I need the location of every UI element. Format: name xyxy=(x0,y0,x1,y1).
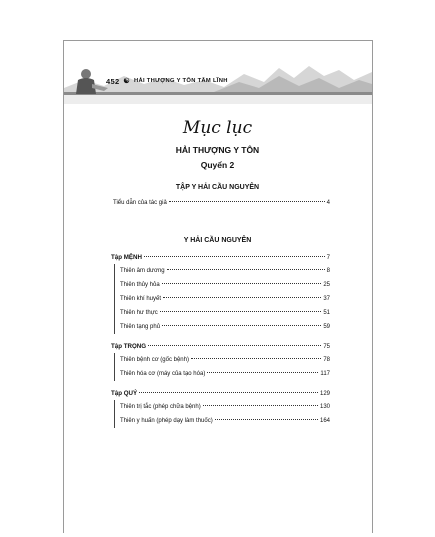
toc-part-page: 7 xyxy=(326,255,330,261)
toc-entry-page: 25 xyxy=(323,282,330,288)
toc-entry[interactable] xyxy=(120,404,330,413)
subsection-rule xyxy=(114,400,115,428)
toc-heading: Mục lục xyxy=(182,118,253,138)
dot-leader xyxy=(160,310,322,312)
toc-part-label: Tập QUÝ xyxy=(111,390,138,397)
toc-entry-label: Thiên trị tắc (phép chữa bệnh) xyxy=(120,404,201,410)
toc-entry-label: Thiên khí huyết xyxy=(120,296,162,302)
toc-entry-label: Tiểu dẫn của tác giả xyxy=(113,200,167,206)
dot-leader xyxy=(148,344,321,346)
toc-part-entry[interactable] xyxy=(111,254,330,263)
toc-entry-page: 8 xyxy=(326,268,330,274)
toc-entry[interactable] xyxy=(120,282,330,291)
toc-part-label: Tập TRỌNG xyxy=(111,343,147,350)
dot-leader xyxy=(144,255,325,257)
toc-entry-page: 4 xyxy=(326,200,330,206)
toc-entry[interactable] xyxy=(120,268,330,277)
toc-entry-page: 78 xyxy=(323,357,330,363)
toc-entry[interactable] xyxy=(120,324,330,333)
dot-leader xyxy=(191,357,321,359)
header-page-number: 452 xyxy=(106,76,120,86)
toc-part-label: Tập MỆNH xyxy=(111,254,142,261)
toc-part-page: 75 xyxy=(323,344,330,350)
toc-entry-page: 59 xyxy=(323,324,330,330)
toc-entry[interactable] xyxy=(113,200,330,209)
toc-part-entry[interactable] xyxy=(111,390,330,399)
toc-entry[interactable] xyxy=(120,418,330,427)
yin-yang-icon: ☯ xyxy=(123,78,130,85)
section-heading: TẬP Y HẢI CẦU NGUYÊN xyxy=(175,184,260,191)
toc-entry-page: 164 xyxy=(319,418,330,424)
toc-entry[interactable] xyxy=(120,371,330,380)
toc-entry-label: Thiên hóa cơ (máy của tạo hóa) xyxy=(120,371,206,377)
subsection-rule xyxy=(114,353,115,381)
toc-entry-label: Thiên thủy hỏa xyxy=(120,282,160,288)
dot-leader xyxy=(207,371,318,373)
toc-entry-label: Thiên hư thực xyxy=(120,310,158,316)
dot-leader xyxy=(162,324,321,326)
section-heading: Y HẢI CẦU NGUYÊN xyxy=(183,237,252,244)
dot-leader xyxy=(162,282,322,284)
volume-label: Quyển 2 xyxy=(200,160,235,170)
toc-entry[interactable] xyxy=(120,296,330,305)
dot-leader xyxy=(215,418,318,420)
toc-entry-page: 117 xyxy=(320,371,330,377)
dot-leader xyxy=(163,296,321,298)
toc-part-page: 129 xyxy=(319,391,330,397)
dot-leader xyxy=(139,391,318,393)
toc-entry-page: 130 xyxy=(319,404,330,410)
running-title: HẢI THƯỢNG Y TÔN TÂM LĨNH xyxy=(134,78,228,84)
toc-entry[interactable] xyxy=(120,357,330,366)
dot-leader xyxy=(203,404,318,406)
toc-part-entry[interactable] xyxy=(111,343,330,352)
toc-entry-label: Thiên âm dương xyxy=(120,268,165,274)
running-header xyxy=(106,75,228,87)
toc-entry-label: Thiên tạng phủ xyxy=(120,324,161,330)
toc-entry-page: 37 xyxy=(323,296,330,302)
toc-entry-page: 51 xyxy=(323,310,330,316)
dot-leader xyxy=(167,268,325,270)
book-title: HẢI THƯỢNG Y TÔN xyxy=(175,145,260,155)
toc-entry-label: Thiên bệnh cơ (gốc bệnh) xyxy=(120,357,189,363)
toc-entry-label: Thiên y huấn (phép dạy làm thuốc) xyxy=(120,418,213,424)
toc-entry[interactable] xyxy=(120,310,330,319)
subsection-rule xyxy=(114,264,115,334)
dot-leader xyxy=(169,200,325,202)
